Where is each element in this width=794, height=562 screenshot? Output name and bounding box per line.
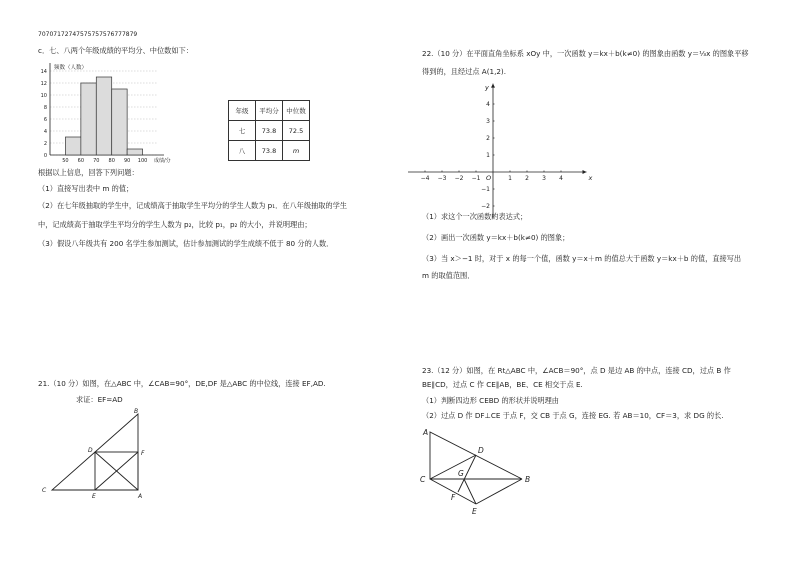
- frequency-histogram: [30, 56, 180, 168]
- label-b: B: [134, 408, 139, 415]
- x-tick-label: −2: [454, 175, 464, 182]
- segment-be: [476, 479, 522, 504]
- coordinate-grid: [418, 80, 593, 210]
- question-22-1: （1）求这个一次函数的表达式；: [422, 212, 528, 221]
- table-cell: 八: [229, 141, 256, 161]
- x-tick-label: 2: [525, 175, 529, 182]
- y-tick-label: −1: [481, 186, 490, 193]
- histogram-bar: [112, 89, 127, 155]
- histogram-bar: [96, 77, 111, 155]
- y-tick-label: 2: [486, 135, 490, 142]
- y-tick-label: 14: [40, 69, 47, 75]
- y-tick-label: 4: [486, 101, 490, 108]
- segment-cd: [430, 455, 476, 479]
- y-axis-label: 频数（人数）: [54, 65, 88, 71]
- y-tick-label: 2: [43, 141, 47, 147]
- x-tick-label: −1: [471, 175, 481, 182]
- label-a: A: [423, 428, 429, 437]
- label-c: C: [42, 487, 47, 494]
- label-f: F: [451, 493, 456, 502]
- table-cell: 73.8: [256, 121, 283, 141]
- question-3: （3）假设八年级共有 200 名学生参加测试，估计参加测试的学生成绩不低于 80 分的人数．: [38, 239, 334, 248]
- score-strip: 70707172747575757576777879: [38, 31, 138, 38]
- question-22-3-line-1: （3）当 x＞−1 时，对于 x 的每一个值，函数 y＝x＋m 的值总大于函数 y＝kx＋b 的值，直接写出: [422, 254, 742, 263]
- y-tick-label: 10: [40, 93, 47, 99]
- label-d: D: [88, 447, 93, 454]
- part-c-text: c．七、八两个年级成绩的平均分、中位数如下：: [38, 46, 193, 55]
- question-21: 21.（10 分）如图，在△ABC 中，∠CAB=90°，DE,DF 是△ABC 的中位线，连接 EF,AD.: [38, 379, 326, 388]
- y-tick-label: −2: [481, 203, 490, 210]
- histogram-bar: [81, 83, 96, 155]
- triangle-figure-21: [38, 408, 148, 500]
- table-cell: 七: [229, 121, 256, 141]
- y-tick-label: 0: [43, 153, 47, 159]
- y-tick-label: 12: [40, 81, 47, 87]
- x-axis-label: 成绩/分: [154, 158, 171, 164]
- x-tick-label: −4: [420, 175, 430, 182]
- y-tick-label: 8: [43, 105, 47, 111]
- table-cell: m: [283, 141, 310, 161]
- y-axis-label: y: [485, 83, 489, 92]
- question-1: （1）直接写出表中 m 的值；: [38, 184, 134, 193]
- table-cell: 72.5: [283, 121, 310, 141]
- x-tick-label: 4: [559, 175, 563, 182]
- x-tick-label: 60: [77, 158, 85, 164]
- histogram-bar: [65, 137, 80, 155]
- table-cell: 73.8: [256, 141, 283, 161]
- info-line: 根据以上信息，回答下列问题：: [38, 168, 139, 177]
- question-23-line-2: BE∥CD，过点 C 作 CE∥AB，BE、CE 相交于点 E.: [422, 380, 583, 389]
- y-tick-label: 1: [486, 152, 490, 159]
- origin-label: O: [486, 174, 492, 182]
- label-f: F: [141, 450, 145, 457]
- question-2-line-1: （2）在七年级抽取的学生中，记成绩高于抽取学生平均分的学生人数为 p₁．在八年级抽取的学生: [38, 201, 347, 210]
- stats-table: [228, 100, 310, 161]
- question-2-line-2: 中，记成绩高于抽取学生平均分的学生人数为 p₂，比较 p₁，p₂ 的大小，并说明理由；: [38, 220, 312, 229]
- rhombus-figure-23: [418, 424, 543, 516]
- x-tick-label: 100: [137, 158, 148, 164]
- label-g: G: [458, 469, 464, 478]
- label-d: D: [478, 446, 484, 455]
- label-b: B: [525, 475, 531, 484]
- y-tick-label: 4: [43, 129, 47, 135]
- question-22-line-2: 得到的，且经过点 A(1,2).: [422, 67, 507, 76]
- label-e: E: [472, 507, 477, 516]
- table-header: 平均分: [256, 101, 283, 121]
- question-23-1: （1）判断四边形 CEBD 的形状并说明理由: [422, 396, 559, 405]
- question-23-2: （2）过点 D 作 DF⊥CE 于点 F，交 CB 于点 G，连接 EG. 若 AB＝10，CF＝3，求 DG 的长.: [422, 411, 724, 420]
- x-tick-label: 1: [508, 175, 512, 182]
- question-21-prove: 求证：EF=AD: [76, 395, 123, 404]
- x-tick-label: 70: [93, 158, 100, 164]
- table-header: 中位数: [283, 101, 310, 121]
- x-tick-label: −3: [437, 175, 447, 182]
- x-tick-label: 90: [123, 158, 131, 164]
- x-axis-arrow: [583, 170, 587, 174]
- x-tick-label: 50: [62, 158, 69, 164]
- label-e: E: [92, 493, 96, 500]
- label-c: C: [420, 475, 426, 484]
- histogram-bar: [127, 149, 142, 155]
- y-tick-label: 3: [486, 118, 490, 125]
- question-22-2: （2）画出一次函数 y＝kx＋b(k≠0) 的图象；: [422, 233, 570, 242]
- table-header: 年级: [229, 101, 256, 121]
- y-tick-label: 6: [43, 117, 47, 123]
- x-axis-label: x: [588, 174, 593, 182]
- label-a: A: [138, 493, 143, 500]
- x-tick-label: 3: [542, 175, 546, 182]
- question-22-line-1: 22.（10 分）在平面直角坐标系 xOy 中，一次函数 y＝kx＋b(k≠0) 的图象由函数 y＝⅓x 的图象平移: [422, 49, 749, 58]
- question-22-3-line-2: m 的取值范围．: [422, 271, 475, 280]
- x-tick-label: 80: [108, 158, 115, 164]
- y-axis-arrow: [491, 84, 495, 88]
- question-23-line-1: 23.（12 分）如图，在 Rt△ABC 中，∠ACB＝90°，点 D 是边 AB 的中点，连接 CD，过点 B 作: [422, 366, 731, 375]
